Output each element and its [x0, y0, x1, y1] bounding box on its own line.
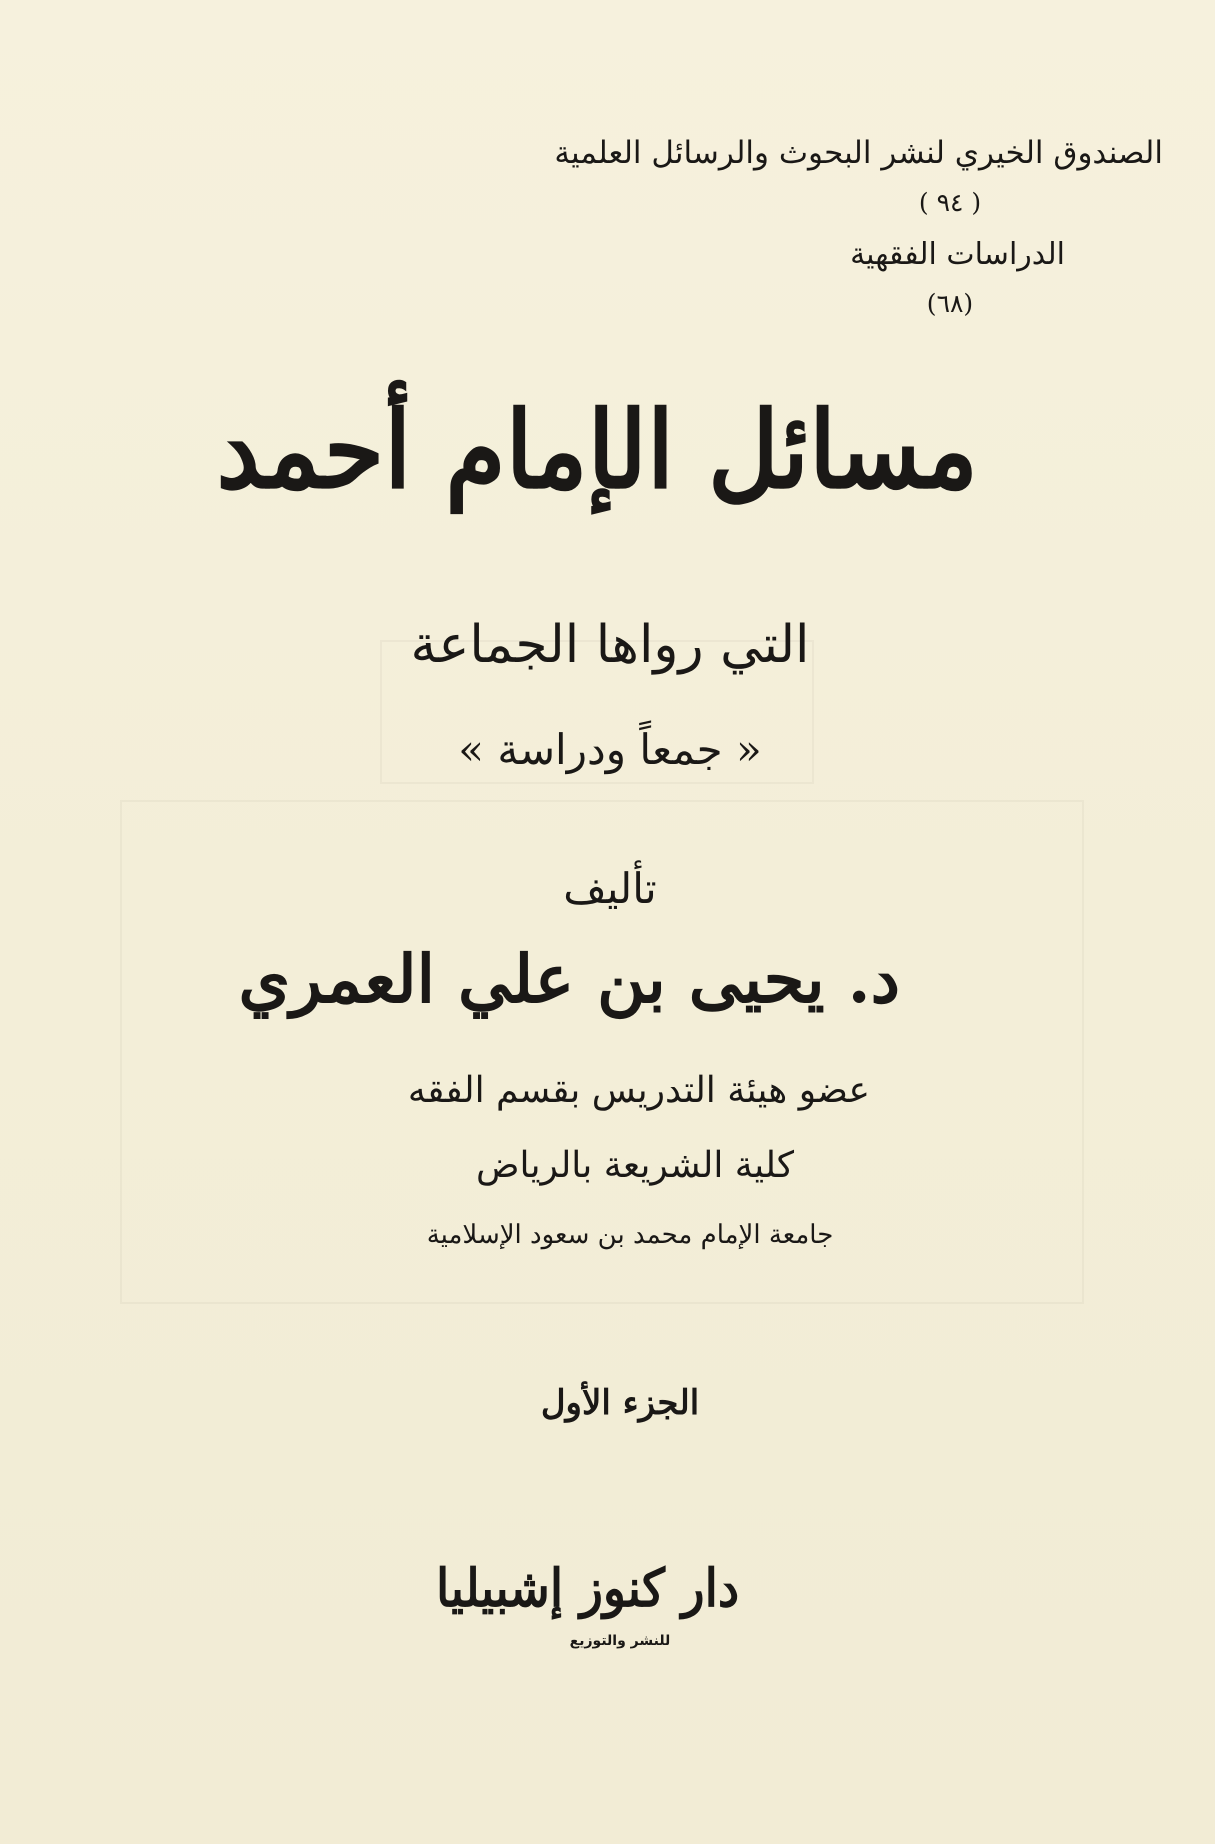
study-type: « جمعاً ودراسة »	[458, 725, 762, 774]
publisher-name: دار كنوز إشبيليا	[436, 1558, 740, 1619]
author-affiliation-college: كلية الشريعة بالرياض	[475, 1145, 795, 1186]
sub-series-name: الدراسات الفقهية	[850, 237, 1065, 272]
author-affiliation-department: عضو هيئة التدريس بقسم الفقه	[407, 1070, 870, 1111]
author-name: د. يحيى بن علي العمري	[238, 940, 900, 1018]
author-affiliation-university: جامعة الإمام محمد بن سعود الإسلامية	[426, 1220, 834, 1250]
title-block	[210, 360, 1010, 590]
book-subtitle: التي رواها الجماعة	[410, 615, 810, 675]
publisher-tagline: للنشر والتوزيع	[569, 1633, 671, 1649]
publisher-logo	[436, 1558, 750, 1668]
series-number: ( ٩٤ )	[918, 188, 982, 217]
volume-label: الجزء الأول	[540, 1383, 700, 1423]
sub-series-number: (٦٨)	[926, 289, 974, 318]
book-title: مسائل الإمام أحمد	[216, 387, 979, 512]
series-name: الصندوق الخيري لنشر البحوث والرسائل العلمية	[554, 135, 1163, 171]
author-label: تأليف	[563, 864, 657, 913]
